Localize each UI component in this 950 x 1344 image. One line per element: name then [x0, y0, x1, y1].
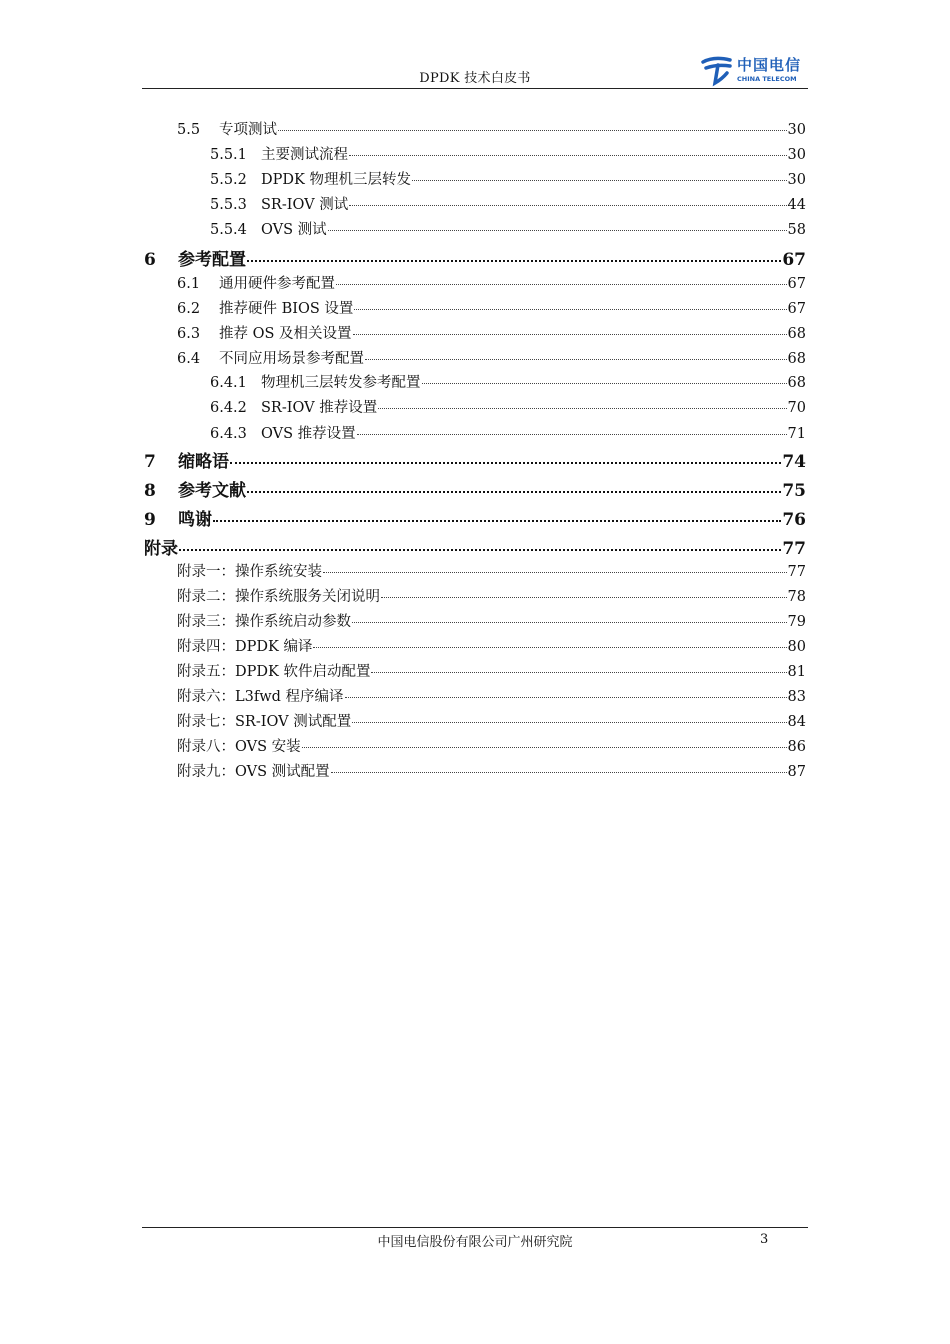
toc-entry-title: 推荐硬件 BIOS 设置: [219, 301, 354, 317]
toc-entry-number: 5.5.4: [210, 222, 247, 238]
toc-entry[interactable]: [210, 193, 806, 214]
toc-entry-page: 67: [782, 250, 806, 270]
toc-dot-leader: [213, 520, 781, 522]
toc-entry-number: 6.4.3: [210, 426, 247, 442]
toc-entry-page: 30: [787, 147, 806, 163]
toc-dot-leader: [230, 462, 781, 464]
toc-entry[interactable]: [210, 218, 806, 239]
toc-entry-title: 附录五：DPDK 软件启动配置: [177, 664, 371, 680]
toc-dot-leader: [331, 772, 787, 773]
toc-entry[interactable]: [177, 585, 806, 606]
toc-entry-title: 附录八：OVS 安装: [177, 739, 301, 755]
toc-entry[interactable]: [177, 322, 806, 343]
toc-entry[interactable]: [177, 710, 806, 731]
toc-entry-number: 8: [144, 481, 156, 501]
toc-dot-leader: [381, 597, 787, 598]
toc-entry-title: 附录六：L3fwd 程序编译: [177, 689, 344, 705]
toc-entry-title: SR-IOV 推荐设置: [261, 400, 378, 416]
toc-dot-leader: [412, 180, 787, 181]
toc-entry[interactable]: [177, 610, 806, 631]
toc-entry-title: 附录三：操作系统启动参数: [177, 614, 351, 630]
toc-dot-leader: [349, 155, 787, 156]
toc-dot-leader: [313, 647, 786, 648]
toc-entry[interactable]: [177, 685, 806, 706]
toc-entry-number: 6.2: [177, 301, 201, 317]
toc-entry[interactable]: [177, 635, 806, 656]
header-title: DPDK 技术白皮书: [419, 71, 531, 86]
china-telecom-logo: [700, 53, 810, 87]
toc-entry-page: 67: [787, 276, 806, 292]
toc-entry-title: SR-IOV 测试: [261, 197, 349, 213]
toc-entry-number: 6.4.1: [210, 375, 247, 391]
toc-entry[interactable]: [144, 476, 806, 501]
toc-dot-leader: [247, 260, 781, 262]
toc-entry-number: 6.1: [177, 276, 201, 292]
toc-entry[interactable]: [177, 272, 806, 293]
toc-entry-title: 专项测试: [219, 122, 277, 138]
toc-entry-page: 71: [787, 426, 806, 442]
header-rule: [142, 88, 808, 89]
toc-entry-page: 80: [787, 639, 806, 655]
toc-entry[interactable]: [210, 422, 806, 443]
toc-dot-leader: [378, 408, 786, 409]
toc-entry-page: 75: [782, 481, 806, 501]
toc-entry-page: 68: [787, 326, 806, 342]
toc-entry-page: 77: [782, 539, 806, 559]
telecom-logo-icon: [700, 53, 736, 87]
toc-entry[interactable]: [177, 347, 806, 368]
toc-dot-leader: [357, 434, 787, 435]
toc-entry-number: 5.5.2: [210, 172, 247, 188]
toc-dot-leader: [353, 334, 787, 335]
toc-entry-title: 通用硬件参考配置: [219, 276, 335, 292]
toc-entry[interactable]: [177, 735, 806, 756]
toc-entry-number: 6.3: [177, 326, 201, 342]
toc-entry-page: 77: [787, 564, 806, 580]
toc-entry-page: 30: [787, 122, 806, 138]
toc-entry-title: 附录一：操作系统安装: [177, 564, 322, 580]
toc-entry-page: 81: [787, 664, 806, 680]
toc-dot-leader: [422, 383, 787, 384]
toc-entry-page: 70: [787, 400, 806, 416]
toc-entry-number: 9: [144, 510, 156, 530]
toc-entry-title: 参考文献: [178, 481, 246, 501]
toc-entry-title: 缩略语: [178, 452, 229, 472]
toc-entry[interactable]: [144, 447, 806, 472]
toc-entry-title: 推荐 OS 及相关设置: [219, 326, 352, 342]
toc-entry-page: 79: [787, 614, 806, 630]
toc-entry-page: 67: [787, 301, 806, 317]
toc-entry[interactable]: [210, 168, 806, 189]
toc-entry-title: OVS 测试: [261, 222, 327, 238]
toc-dot-leader: [247, 491, 781, 493]
toc-entry-page: 68: [787, 351, 806, 367]
footer-page-number: 3: [760, 1232, 769, 1247]
toc-entry-title: 附录二：操作系统服务关闭说明: [177, 589, 380, 605]
toc-entry-page: 87: [787, 764, 806, 780]
toc-dot-leader: [371, 672, 786, 673]
toc-entry[interactable]: [210, 396, 806, 417]
toc-dot-leader: [323, 572, 787, 573]
toc-entry[interactable]: [144, 534, 806, 559]
toc-entry-page: 83: [787, 689, 806, 705]
toc-entry-page: 58: [787, 222, 806, 238]
toc-entry-title: 参考配置: [178, 250, 246, 270]
toc-entry-title: 主要测试流程: [261, 147, 348, 163]
footer-rule: [142, 1227, 808, 1228]
toc-entry-number: 5.5: [177, 122, 201, 138]
toc-entry-number: 7: [144, 452, 156, 472]
toc-entry-number: 5.5.1: [210, 147, 247, 163]
toc-dot-leader: [354, 309, 786, 310]
toc-entry-number: 6.4.2: [210, 400, 247, 416]
toc-dot-leader: [179, 549, 781, 551]
toc-entry[interactable]: [144, 245, 806, 270]
toc-entry-title: DPDK 物理机三层转发: [261, 172, 411, 188]
toc-entry-title: 鸣谢: [178, 510, 212, 530]
toc-entry[interactable]: [177, 660, 806, 681]
toc-dot-leader: [352, 622, 787, 623]
toc-entry[interactable]: [210, 371, 806, 392]
toc-entry-page: 68: [787, 375, 806, 391]
toc-dot-leader: [352, 722, 786, 723]
toc-entry-title: 附录四：DPDK 编译: [177, 639, 313, 655]
toc-entry-page: 78: [787, 589, 806, 605]
toc-entry-page: 76: [782, 510, 806, 530]
toc-dot-leader: [328, 230, 787, 231]
toc-entry[interactable]: [210, 143, 806, 164]
toc-dot-leader: [349, 205, 786, 206]
toc-entry-title: OVS 推荐设置: [261, 426, 356, 442]
toc-entry-title: 物理机三层转发参考配置: [261, 375, 421, 391]
toc-entry[interactable]: [177, 118, 806, 139]
toc-entry-page: 30: [787, 172, 806, 188]
toc-entry-title: 附录: [144, 539, 178, 559]
logo-english-text: CHINA TELECOM: [737, 75, 797, 83]
toc-entry[interactable]: [177, 560, 806, 581]
toc-entry[interactable]: [144, 505, 806, 530]
toc-entry-page: 74: [782, 452, 806, 472]
toc-entry[interactable]: [177, 297, 806, 318]
toc-entry-title: 不同应用场景参考配置: [219, 351, 364, 367]
toc-dot-leader: [278, 130, 787, 131]
toc-entry-page: 44: [787, 197, 806, 213]
toc-dot-leader: [336, 284, 787, 285]
toc-dot-leader: [302, 747, 787, 748]
toc-entry-number: 6.4: [177, 351, 201, 367]
toc-entry-page: 86: [787, 739, 806, 755]
toc-dot-leader: [345, 697, 787, 698]
toc-entry[interactable]: [177, 760, 806, 781]
toc-entry-title: 附录九：OVS 测试配置: [177, 764, 330, 780]
footer-organization: 中国电信股份有限公司广州研究院: [377, 1235, 573, 1250]
toc-entry-title: 附录七：SR-IOV 测试配置: [177, 714, 352, 730]
logo-chinese-text: 中国电信: [737, 56, 802, 74]
toc-entry-page: 84: [787, 714, 806, 730]
toc-dot-leader: [365, 359, 787, 360]
toc-entry-number: 6: [144, 250, 156, 270]
toc-entry-number: 5.5.3: [210, 197, 247, 213]
